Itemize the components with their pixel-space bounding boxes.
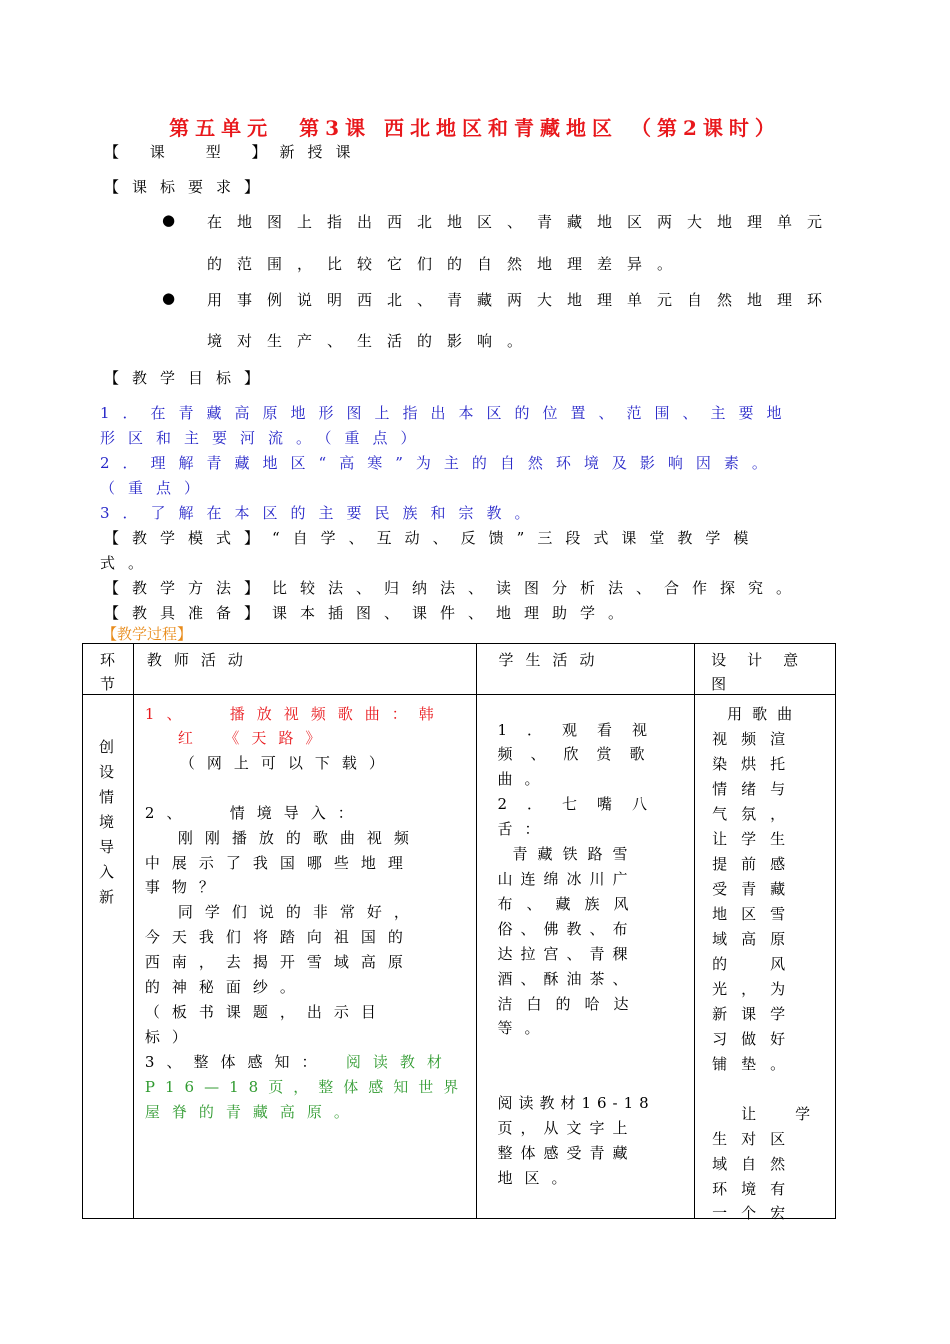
teaching-mode-line-1: 【教学模式】“自学、互动、反馈”三段式课堂教学模 [104,529,762,547]
page-title: 第五单元 第3课 西北地区和青藏地区 （第2课时） [169,116,781,140]
design-intent-cell: 用歌曲 视频渲 染烘托 情绪与 气氛， 让学生 提前感 受青藏 地区雪 域高原 的 风 光，为 新课学 习做好 铺垫。 让 学 生对区 域自然 环境有 一个宏 [695,695,836,1219]
bullet-icon: ● [162,211,176,229]
table-header-row [83,644,836,695]
lesson-type: 【 课 型 】新授课 [104,143,364,161]
goal-line-2: 形区和主要河流。（重点） [100,429,429,447]
standard-2-line-2: 境对生产、生活的影响。 [207,332,538,350]
goal-line-4: （重点） [100,479,213,497]
teacher-item-2-head: 2、 情境导入： [144,804,365,822]
teacher-activity-cell: 1、 播放视频歌曲：韩 红 《天路》 （网上可以下载） 2、 情境导入： 刚刚播放的歌曲视频 中展示了我国哪些地理 事物？ 同学们说的非常好， 今天我们将踏向祖国的 西南，去揭开雪域高原 的神秘面纱。 （板书课题，出示目 标） 3、整体感知： 阅读教材 P16—18页，整体感知世界 屋脊的青藏高原。 [133,695,477,1219]
goal-line-3: 2．理解青藏地区“高寒”为主的自然环境及影响因素。 [100,454,780,472]
header-stage: 环 节 [83,644,134,695]
teaching-tools: 【教具准备】课本插图、课件、地理助学。 [104,604,637,622]
bullet-icon: ● [162,289,176,307]
standard-2-line-1: 用事例说明西北、青藏两大地理单元自然地理环 [207,291,838,309]
teacher-item-1-line-1: 1、 播放视频歌曲：韩 [144,705,446,723]
goal-line-1: 1．在青藏高原地形图上指出本区的位置、范围、主要地 [100,404,795,422]
teaching-mode-line-2: 式。 [100,554,157,572]
teacher-item-3-lead: 3、整体感知： [144,1053,329,1071]
teaching-process-table [82,643,836,1222]
teacher-item-1-line-2: 红 《天路》 [177,729,333,747]
goals-heading: 【教学目标】 [104,369,273,387]
goal-line-5: 3．了解在本区的主要民族和宗教。 [100,504,543,522]
header-student: 学生活动 [477,644,695,695]
teaching-method: 【教学方法】比较法、归纳法、读图分析法、合作探究。 [104,579,805,597]
teacher-item-1-note: （网上可以下载） [179,754,396,772]
student-activity-cell: 1．观看视 频、欣赏歌 曲。 2．七嘴八 舌： 青藏铁路雪 山连绵冰川广 布、藏族风 俗、佛教、布 达拉宫、青稞 酒、酥油茶、 洁白的哈达 等。 阅读教材16-18 页，从文字上 整体感受青藏 地区。 [477,695,695,1219]
process-heading: 【教学过程】 [102,625,193,643]
standard-1-line-1: 在地图上指出西北地区、青藏地区两大地理单元 [207,213,838,231]
header-teacher: 教师活动 [133,644,477,695]
header-design: 设 计 意 图 [695,644,836,695]
standards-heading: 【课标要求】 [104,178,273,196]
standard-1-line-2: 的范围，比较它们的自然地理差异。 [207,255,688,273]
stage-label: 创 设 情 境 导 入 新 [99,738,115,906]
table-row [83,695,836,1219]
stage-cell [83,695,134,1219]
